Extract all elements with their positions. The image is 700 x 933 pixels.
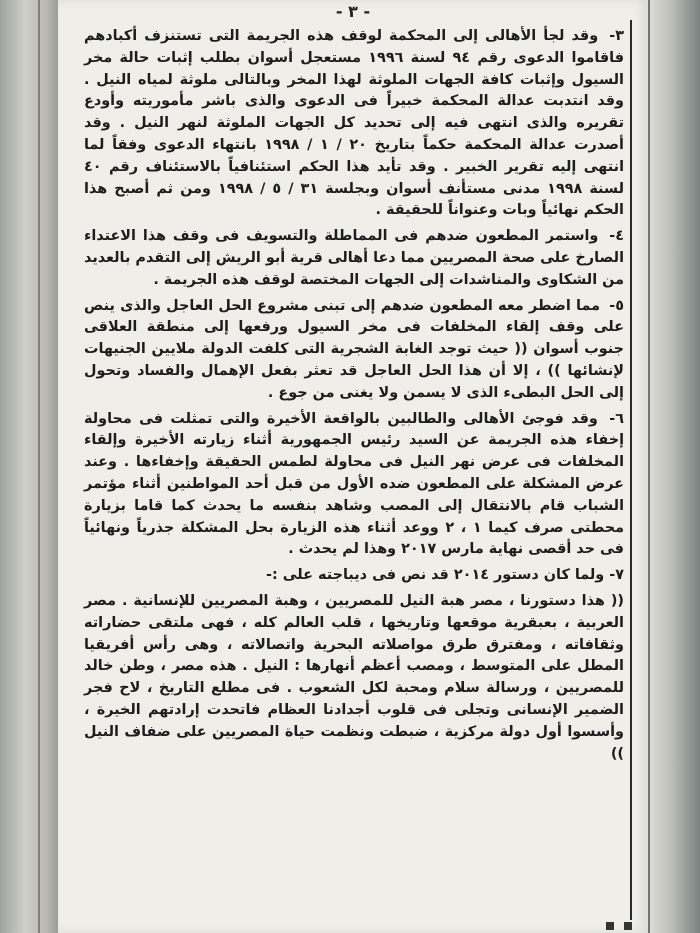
paragraph-text: وقد لجأ الأهالى إلى المحكمة لوقف هذه الجريمة التى تستنزف أكبادهم فاقاموا الدعوى رقم ٩٤ لسنة ١٩٩٦ مستعجل أسوان بطلب إثبات حالة مخر السيول وإثبات كافة الجهات الملوثة لهذا المخر وبالتالى ملوثة لمياه النيل . وقد انتدبت عدالة المحكمة خبيراً فى الدعوى والذى باشر مأموريته وأودع تقريره والذى انتهى فيه إلى تحديد كل الجهات الملوثة لنهر النيل . وقد أصدرت عدالة المحكمة حكماً بتاريخ ٢٠ / ١ / ١٩٩٨ بانتهاء الدعوى وفقاً لما انتهى إليه تقرير الخبير . وقد تأيد هذا الحكم استئنافياً بالاستئناف رقم ٤٠ لسنة ١٩٩٨ مدنى مستأنف أسوان وبجلسة ٣١ / ٥ / ١٩٩٨ ومن ثم أصبح هذا الحكم نهائياً وبات وعنواناً للحقيقة . [84,28,624,219]
stacked-pages-edge [650,0,700,933]
page-number: - ٣ - [335,2,371,21]
paragraph-number: ٦- [609,410,624,427]
paragraph-number: ٤- [609,228,624,245]
section-7-heading: ٧- ولما كان دستور ٢٠١٤ قد نص فى ديباجته على :- [266,567,624,584]
paragraph-number: ٣- [609,28,625,44]
binder-line [38,0,40,933]
document-body [84,26,624,765]
binder-edge [0,0,62,933]
paragraph-text: مما اضطر معه المطعون ضدهم إلى تبنى مشروع الحل العاجل والذى ينص على وقف إلقاء المخلفات فى مخر السيول ورفعها إلى منطقة العلاقى جنوب أسوان (( حيث توجد الغابة الشجرية التى كلفت الدولة ملايين الجنيهات لإنشائها )) ، إلا أن هذا الحل العاجل قد تعثر بفعل الإهمال والفساد وتحول إلى الحل البطىء الذى لا يسمن ولا يغنى من جوع . [84,297,624,401]
paragraph-3 [84,26,624,222]
paragraph-text: وقد فوجئ الأهالى والطالبين بالواقعة الأخيرة والتى تمثلت فى محاولة إخفاء هذه الجريمة عن السيد رئيس الجمهورية أثناء زيارته الأخيرة وإلقاء المخلفات فى عرض نهر النيل فى محاولة لطمس الحقيقة وإخفاءها . وعند عرض المشكلة على المطعون ضده الأول من قبل أحد المواطنين أثناء مؤتمر الشباب قام بالانتقال إلى المصب وشاهد بنفسه ما يحدث كما قاما بزيارة محطتى صرف كيما ١ ، ٢ ووعد أثناء هذه الزيارة بحل المشكلة جذرياً ونهائياً فى حد أقصى نهاية مارس ٢٠١٧ وهذا لم يحدث . [84,410,624,558]
document-page [58,0,648,933]
paragraph-5 [84,296,624,405]
paragraph-4 [84,226,624,291]
paragraph-text: واستمر المطعون ضدهم فى المماطلة والتسويف فى وقف هذا الاعتداء الصارخ على صحة المصريين مما دعا أهالى قرية أبو الريش إلى التقدم بالعديد من الشكاوى والمناشدات إلى الجهات المختصة لوقف هذه الجريمة . [84,228,624,288]
scan-mark [624,922,632,930]
paragraph-number: ٥- [609,297,624,314]
scan-mark [606,922,614,930]
constitution-quote: (( هذا دستورنا ، مصر هبة النيل للمصريين ، وهبة المصريين للإنسانية . مصر العربية ، بعبقرية موقعها وتاريخها ، قلب العالم كله ، فهى ملتقى حضاراته وثقافاته ، ومفترق طرق مواصلاته البحرية واتصالاته ، وهى رأس أفريقيا المطل على المتوسط ، ومصب أعظم أنهارها : النيل . هذه مصر ، وطن خالد للمصريين ، ورسالة سلام ومحبة لكل الشعوب . فى مطلع التاريخ ، لاح فجر الضمير الإنسانى وتجلى فى قلوب أجدادنا العظام فاتحدت إرادتهم الخيرة ، وأسسوا أول دولة مركزية ، ضبطت ونظمت حياة المصريين على ضفاف النيل )) [84,592,624,762]
margin-rule [630,20,632,920]
paragraph-6 [84,409,624,562]
